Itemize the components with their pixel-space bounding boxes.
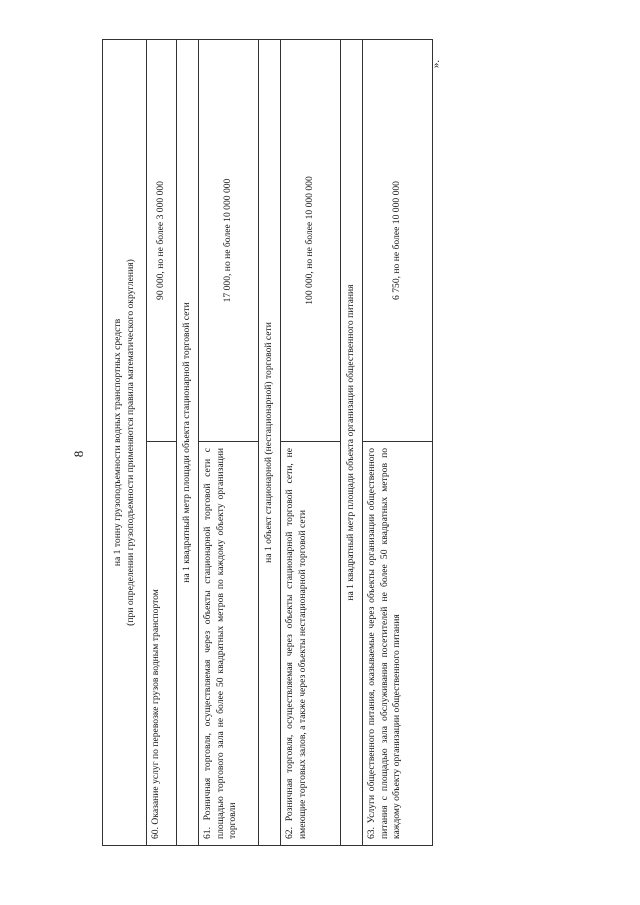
closing-quote: ». [430,59,443,69]
row-60-description: 60. Оказание услуг по перевозке грузов водным транспортом [147,442,177,846]
row-61-value: 17 000, но не более 10 000 000 [199,40,259,442]
row-60-unit: на 1 квадратный метр площади объекта стационарной торговой сети [177,40,199,846]
row-60-value: 90 000, но не более 3 000 000 [147,40,177,442]
unit-header [103,40,147,846]
row-61-description: 61. Розничная торговля, осуществляемая через объекты стационарной торговой сети с площадью торгового зала не более 50 квадратных метров по каждому объекту организации торговли [199,442,259,846]
row-61-unit: на 1 объект стационарной (нестационарной) торговой сети [259,40,281,846]
row-63-description: 63. Услуги общественного питания, оказываемые через объекты организации общественного питания с площадью зала обслуживания посетителей не более 50 квадратных метров по каждому объекту организации общественного питания [363,442,433,846]
tax-rate-table [102,40,432,846]
row-63-value: 6 750, но не более 10 000 000 [363,40,433,442]
row-62-description: 62. Розничная торговля, осуществляемая через объекты стационарной торговой сети, не имеющие торговых залов, а также через объекты нестационарной торговой сети [281,442,341,846]
row-62-value: 100 000, но не более 10 000 000 [281,40,341,442]
unit-header-line-2: (при определении грузоподъемности применяются правила математического округления) [124,259,136,626]
unit-header-line-1: на 1 тонну грузоподъемности водных транспортных средств [111,318,123,567]
row-62-unit: на 1 квадратный метр площади объекта организации общественного питания [341,40,363,846]
page-number: 8 [71,450,86,458]
